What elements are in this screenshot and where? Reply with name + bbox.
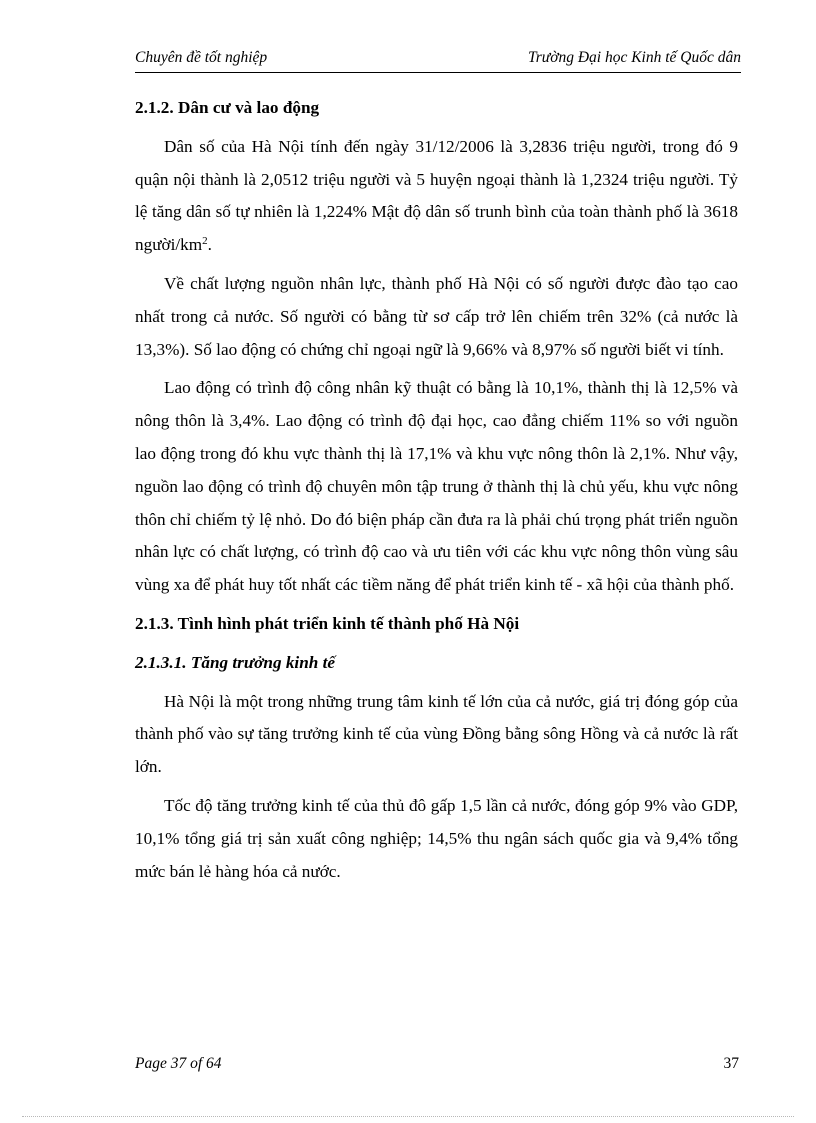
paragraph-population	[135, 131, 738, 262]
page-content	[135, 92, 738, 894]
page-bottom-divider	[22, 1116, 794, 1117]
header-left-title: Chuyên đề tốt nghiệp	[135, 49, 268, 66]
paragraph-population-text: Dân số của Hà Nội tính đến ngày 31/12/2006 là 3,2836 triệu người, trong đó 9 quận nội thành là 2,0512 triệu người và 5 huyện ngoại thành là 1,2324 triệu người. Tỷ lệ tăng dân số tự nhiên là 1,224% Mật độ dân số trunh bình của toàn thành phố là 3618 người/km	[135, 136, 738, 255]
page-header	[135, 48, 741, 73]
header-right-title: Trường Đại học Kinh tế Quốc dân	[527, 49, 741, 66]
footer-page-number: 37	[723, 1055, 739, 1072]
paragraph-growth-rate: Tốc độ tăng trưởng kinh tế của thủ đô gấp 1,5 lần cả nước, đóng góp 9% vào GDP, 10,1% tổng giá trị sản xuất công nghiệp; 14,5% thu ngân sách quốc gia và 9,4% tổng mức bán lẻ hàng hóa cả nước.	[135, 795, 738, 881]
paragraph-economic-center: Hà Nội là một trong những trung tâm kinh tế lớn của cả nước, giá trị đóng góp của thành phố vào sự tăng trưởng kinh tế của vùng Đồng bằng sông Hồng và cả nước là rất lớn.	[135, 691, 738, 777]
paragraph-population-end: .	[207, 235, 212, 255]
subsection-heading-2-1-3-1: 2.1.3.1. Tăng trưởng kinh tế	[135, 652, 336, 672]
superscript: 2	[202, 235, 208, 248]
section-heading-2-1-2: 2.1.2. Dân cư và lao động	[135, 98, 320, 117]
footer-page-info: Page 37 of 64	[135, 1055, 222, 1072]
section-heading-2-1-3: 2.1.3. Tình hình phát triển kinh tế thành phố Hà Nội	[135, 613, 520, 633]
paragraph-workforce-quality: Về chất lượng nguồn nhân lực, thành phố Hà Nội có số người được đào tạo cao nhất trong cả nước. Số người có bằng từ sơ cấp trở lên chiếm trên 32% (cả nước là 13,3%). Số lao động có chứng chỉ ngoại ngữ là 9,66% và 8,97% số người biết vi tính.	[135, 273, 738, 359]
paragraph-labor-qualification: Lao động có trình độ công nhân kỹ thuật có bằng là 10,1%, thành thị là 12,5% và nông thôn là 3,4%. Lao động có trình độ đại học, cao đẳng chiếm 11% so với nguồn lao động trong đó khu vực thành thị là 17,1% và khu vực nông thôn là 2,1%. Như vậy, nguồn lao động có trình độ chuyên môn tập trung ở thành thị là chủ yếu, khu vực nông thôn chỉ chiếm tỷ lệ nhỏ. Do đó biện pháp cần đưa ra là phải chú trọng phát triển nguồn nhân lực có chất lượng, có trình độ cao và ưu tiên với các khu vực nông thôn vùng sâu vùng xa để phát huy tốt nhất các tiềm năng để phát triển kinh tế - xã hội của thành phố.	[135, 378, 738, 595]
page-footer	[135, 1055, 739, 1077]
